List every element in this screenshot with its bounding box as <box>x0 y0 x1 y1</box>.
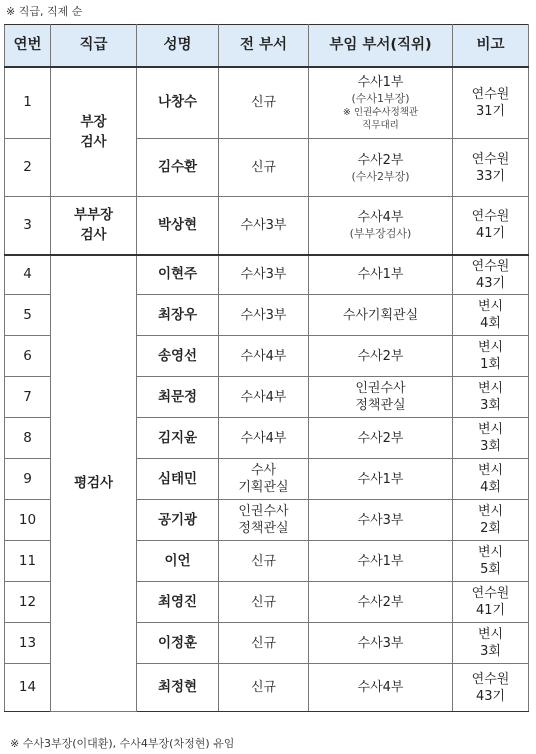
note-line: 변시 <box>477 463 504 478</box>
prev-dept-line: 수사4부 <box>240 389 287 405</box>
new-dept-cell <box>309 459 453 500</box>
row-no: 14 <box>5 664 51 712</box>
note-line: 4회 <box>480 316 501 331</box>
row-no: 11 <box>5 541 51 582</box>
name-cell: 심태민 <box>137 459 219 500</box>
note-line: 연수원 <box>471 209 510 225</box>
table-row <box>5 67 529 139</box>
note-line: 43기 <box>475 275 506 291</box>
prev-dept-cell <box>219 377 309 418</box>
new-dept-line: 인권수사 <box>355 381 406 396</box>
new-dept-cell <box>309 295 453 336</box>
row-no: 10 <box>5 500 51 541</box>
new-dept-line: 수사2부 <box>357 430 404 446</box>
note-line: 변시 <box>477 381 504 396</box>
name-cell: 나창수 <box>137 67 219 139</box>
prev-dept-line: 신규 <box>250 95 277 111</box>
row-no: 9 <box>5 459 51 500</box>
note-line: 연수원 <box>471 151 510 167</box>
prev-dept-cell <box>219 582 309 623</box>
note-line: 3회 <box>480 439 501 454</box>
header-prev-dept: 전 부서 <box>219 25 309 67</box>
name-cell: 최장우 <box>137 295 219 336</box>
name-cell: 김수환 <box>137 139 219 197</box>
personnel-table <box>4 24 529 712</box>
note-cell <box>453 295 529 336</box>
note-line: 변시 <box>477 340 504 355</box>
note-cell <box>453 139 529 197</box>
new-dept-cell <box>309 623 453 664</box>
new-dept-cell <box>309 67 453 139</box>
new-dept-extra: ※ 인권수사정책관 <box>342 106 419 118</box>
header-name: 성명 <box>137 25 219 67</box>
name-cell: 이현주 <box>137 255 219 295</box>
note-line: 연수원 <box>471 671 510 687</box>
new-dept-extra: 직무대리 <box>362 119 399 131</box>
note-line: 1회 <box>480 357 501 372</box>
note-cell <box>453 377 529 418</box>
new-dept-line: 수사4부 <box>357 680 404 695</box>
new-dept-cell <box>309 197 453 255</box>
prev-dept-cell <box>219 255 309 295</box>
note-line: 31기 <box>475 103 506 119</box>
new-dept-cell <box>309 336 453 377</box>
new-dept-cell <box>309 255 453 295</box>
name-cell: 이언 <box>137 541 219 582</box>
note-line: 변시 <box>477 504 504 519</box>
name-cell: 이정훈 <box>137 623 219 664</box>
rank-cell <box>51 255 137 712</box>
new-dept-position: (수사1부장) <box>351 91 410 105</box>
prev-dept-line: 인권수사 <box>238 504 289 519</box>
note-cell <box>453 664 529 712</box>
prev-dept-line: 수사4부 <box>240 348 287 364</box>
new-dept-cell <box>309 500 453 541</box>
new-dept-cell <box>309 541 453 582</box>
new-dept-line: 수사3부 <box>357 512 404 528</box>
rank-line: 부부장 <box>73 207 114 224</box>
name-cell: 박상현 <box>137 197 219 255</box>
new-dept-cell <box>309 418 453 459</box>
new-dept-position: (수사2부장) <box>351 169 410 183</box>
note-cell <box>453 255 529 295</box>
new-dept-cell <box>309 582 453 623</box>
row-no: 4 <box>5 255 51 295</box>
note-line: 41기 <box>475 603 506 618</box>
table-note-bottom: ※ 수사3부장(이대환), 수사4부장(차정현) 유임 <box>10 737 235 750</box>
row-no: 1 <box>5 67 51 139</box>
note-line: 변시 <box>477 422 504 437</box>
note-cell <box>453 500 529 541</box>
table-header-row <box>5 25 529 67</box>
new-dept-cell <box>309 139 453 197</box>
note-cell <box>453 623 529 664</box>
note-line: 33기 <box>475 168 506 184</box>
prev-dept-line: 수사4부 <box>240 430 287 446</box>
prev-dept-line: 수사3부 <box>240 217 287 233</box>
name-cell: 송영선 <box>137 336 219 377</box>
note-line: 4회 <box>480 480 501 495</box>
rank-line: 검사 <box>80 227 107 244</box>
note-cell <box>453 541 529 582</box>
new-dept-line: 수사2부 <box>357 348 404 364</box>
row-no: 6 <box>5 336 51 377</box>
row-no: 8 <box>5 418 51 459</box>
prev-dept-cell <box>219 623 309 664</box>
name-cell: 최정현 <box>137 664 219 712</box>
name-cell: 공기광 <box>137 500 219 541</box>
new-dept-line: 수사2부 <box>357 152 404 168</box>
name-cell: 김지윤 <box>137 418 219 459</box>
note-cell <box>453 582 529 623</box>
header-new-dept: 부임 부서(직위) <box>309 25 453 67</box>
prev-dept-line: 신규 <box>250 160 277 175</box>
note-line: 3회 <box>480 398 501 413</box>
prev-dept-cell <box>219 67 309 139</box>
prev-dept-cell <box>219 418 309 459</box>
note-cell <box>453 197 529 255</box>
prev-dept-line: 수사3부 <box>240 267 287 283</box>
prev-dept-cell <box>219 295 309 336</box>
note-line: 변시 <box>477 545 504 560</box>
note-line: 3회 <box>480 644 501 659</box>
note-line: 연수원 <box>471 586 510 601</box>
row-no: 13 <box>5 623 51 664</box>
header-rank: 직급 <box>51 25 137 67</box>
note-cell <box>453 459 529 500</box>
row-no: 2 <box>5 139 51 197</box>
note-line: 41기 <box>475 226 506 242</box>
name-cell: 최영진 <box>137 582 219 623</box>
rank-line: 평검사 <box>73 475 114 492</box>
prev-dept-line: 신규 <box>250 594 277 610</box>
row-no: 5 <box>5 295 51 336</box>
prev-dept-cell <box>219 459 309 500</box>
new-dept-line: 수사기획관실 <box>342 307 419 323</box>
note-line: 변시 <box>477 299 504 314</box>
prev-dept-line: 기획관실 <box>238 480 289 495</box>
table-note-top: ※ 직급, 직제 순 <box>6 5 83 18</box>
new-dept-line: 수사4부 <box>357 210 404 226</box>
new-dept-line: 수사1부 <box>357 267 404 283</box>
rank-cell <box>51 67 137 197</box>
header-note: 비고 <box>453 25 529 67</box>
row-no: 7 <box>5 377 51 418</box>
new-dept-line: 정책관실 <box>355 398 406 413</box>
prev-dept-cell <box>219 139 309 197</box>
prev-dept-line: 수사 <box>250 463 277 478</box>
note-line: 변시 <box>477 627 504 642</box>
prev-dept-line: 수사3부 <box>240 307 287 323</box>
prev-dept-line: 신규 <box>250 635 277 651</box>
new-dept-line: 수사2부 <box>357 594 404 610</box>
prev-dept-cell <box>219 541 309 582</box>
note-cell <box>453 418 529 459</box>
new-dept-line: 수사1부 <box>357 74 404 90</box>
new-dept-cell <box>309 377 453 418</box>
note-line: 연수원 <box>471 258 510 274</box>
table-row <box>5 197 529 255</box>
prev-dept-line: 신규 <box>250 553 277 569</box>
rank-cell <box>51 197 137 255</box>
note-cell <box>453 67 529 139</box>
name-cell: 최문정 <box>137 377 219 418</box>
prev-dept-cell <box>219 197 309 255</box>
new-dept-line: 수사3부 <box>357 635 404 651</box>
rank-line: 검사 <box>80 133 107 150</box>
rank-line: 부장 <box>80 113 107 130</box>
table-row <box>5 255 529 295</box>
row-no: 3 <box>5 197 51 255</box>
prev-dept-line: 정책관실 <box>238 521 289 536</box>
new-dept-line: 수사1부 <box>357 471 404 487</box>
header-no: 연번 <box>5 25 51 67</box>
note-line: 43기 <box>475 688 506 704</box>
note-line: 5회 <box>480 562 501 577</box>
new-dept-line: 수사1부 <box>357 553 404 569</box>
prev-dept-cell <box>219 336 309 377</box>
note-cell <box>453 336 529 377</box>
note-line: 연수원 <box>471 86 510 102</box>
prev-dept-cell <box>219 500 309 541</box>
row-no: 12 <box>5 582 51 623</box>
new-dept-cell <box>309 664 453 712</box>
prev-dept-line: 신규 <box>250 680 277 695</box>
new-dept-position: (부부장검사) <box>349 227 412 241</box>
prev-dept-cell <box>219 664 309 712</box>
note-line: 2회 <box>480 521 501 536</box>
